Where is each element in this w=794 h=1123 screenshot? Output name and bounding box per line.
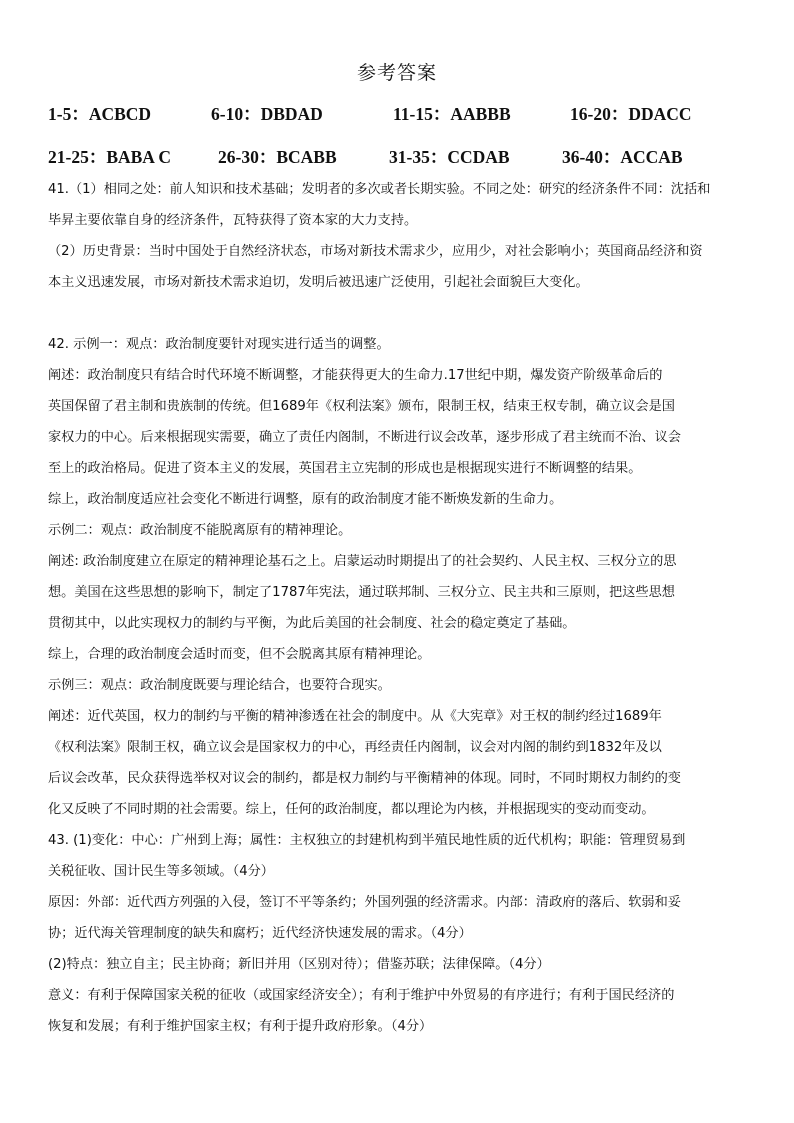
answer-group: 26-30：BCABB bbox=[218, 147, 337, 167]
answer-group: 1-5：ACBCD bbox=[48, 104, 152, 124]
text-line: 英国保留了君主制和贵族制的传统。但1689年《权利法案》颁布，限制王权，结束王权专制，确立议会是国 bbox=[48, 399, 675, 414]
text-line: 家权力的中心。后来根据现实需要，确立了责任内阁制，不断进行议会改革，逐步形成了君主统而不治、议会 bbox=[48, 430, 681, 445]
text-line: 42. 示例一：观点：政治制度要针对现实进行适当的调整。 bbox=[48, 337, 390, 352]
question-42-43-answers bbox=[48, 329, 754, 1042]
text-line: 化又反映了不同时期的社会需要。综上，任何的政治制度，都以理论为内核，并根据现实的变动而变动。 bbox=[48, 802, 655, 817]
text-line: 毕昇主要依靠自身的经济条件，瓦特获得了资本家的大力支持。 bbox=[48, 213, 418, 228]
text-line: 阐述：近代英国，权力的制约与平衡的精神渗透在社会的制度中。从《大宪章》对王权的制约经过1689年 bbox=[48, 709, 662, 724]
text-line: 意义：有利于保障国家关税的征收（或国家经济安全）；有利于维护中外贸易的有序进行；有利于国民经济的 bbox=[48, 988, 675, 1003]
text-line: 后议会改革，民众获得选举权对议会的制约，都是权力制约与平衡精神的体现。同时，不同时期权力制约的变 bbox=[48, 771, 681, 786]
text-line: 恢复和发展；有利于维护国家主权；有利于提升政府形象。（4分） bbox=[48, 1019, 433, 1034]
text-line: (2)特点：独立自主；民主协商；新旧并用（区别对待）；借鉴苏联；法律保障。（4分） bbox=[48, 957, 550, 972]
text-line: 关税征收、国计民生等多领域。（4分） bbox=[48, 864, 274, 879]
answer-group: 16-20：DDACC bbox=[570, 104, 692, 124]
text-line: 想。美国在这些思想的影响下，制定了1787年宪法，通过联邦制、三权分立、民主共和三原则，把这些思想 bbox=[48, 585, 675, 600]
text-line: 贯彻其中，以此实现权力的制约与平衡，为此后美国的社会制度、社会的稳定奠定了基础。 bbox=[48, 616, 576, 631]
answer-group: 11-15：AABBB bbox=[393, 104, 511, 124]
text-line: 《权利法案》限制王权，确立议会是国家权力的中心，再经责任内阁制，议会对内阁的制约到1832年及以 bbox=[48, 740, 662, 755]
text-line: 示例二：观点：政治制度不能脱离原有的精神理论。 bbox=[48, 523, 352, 538]
text-line: 本主义迅速发展，市场对新技术需求迫切，发明后被迅速广泛使用，引起社会面貌巨大变化。 bbox=[48, 275, 589, 290]
text-line: 41.（1）相同之处：前人知识和技术基础；发明者的多次或者长期实验。不同之处：研究的经济条件不同：沈括和 bbox=[48, 182, 711, 197]
question-41-answer bbox=[48, 174, 754, 298]
text-line: 协；近代海关管理制度的缺失和腐朽；近代经济快速发展的需求。（4分） bbox=[48, 926, 472, 941]
text-line: 至上的政治格局。促进了资本主义的发展，英国君主立宪制的形成也是根据现实进行不断调整的结果。 bbox=[48, 461, 642, 476]
text-line: 43. (1)变化：中心：广州到上海；属性：主权独立的封建机构到半殖民地性质的近代机构；职能：管理贸易到 bbox=[48, 833, 686, 848]
text-line: 示例三：观点：政治制度既要与理论结合，也要符合现实。 bbox=[48, 678, 391, 693]
text-line: 阐述：政治制度只有结合时代环境不断调整，才能获得更大的生命力.17世纪中期，爆发资产阶级革命后的 bbox=[48, 368, 663, 383]
text-line: 阐述: 政治制度建立在原定的精神理论基石之上。启蒙运动时期提出了的社会契约、人民主权、三权分立的思 bbox=[48, 554, 677, 569]
text-line: （2）历史背景：当时中国处于自然经济状态，市场对新技术需求少，应用少，对社会影响小；英国商品经济和资 bbox=[48, 244, 703, 259]
answer-group: 21-25：BABA C bbox=[48, 147, 171, 167]
page-title: 参考答案 bbox=[356, 62, 437, 84]
text-line: 原因：外部：近代西方列强的入侵，签订不平等条约；外国列强的经济需求。内部：清政府的落后、软弱和妥 bbox=[48, 895, 681, 910]
text-line: 综上，政治制度适应社会变化不断进行调整，原有的政治制度才能不断焕发新的生命力。 bbox=[48, 492, 563, 507]
answer-group: 6-10：DBDAD bbox=[211, 104, 323, 124]
answer-group: 36-40：ACCAB bbox=[562, 147, 683, 167]
answer-group: 31-35：CCDAB bbox=[389, 147, 510, 167]
text-line: 综上，合理的政治制度会适时而变，但不会脱离其原有精神理论。 bbox=[48, 647, 431, 662]
